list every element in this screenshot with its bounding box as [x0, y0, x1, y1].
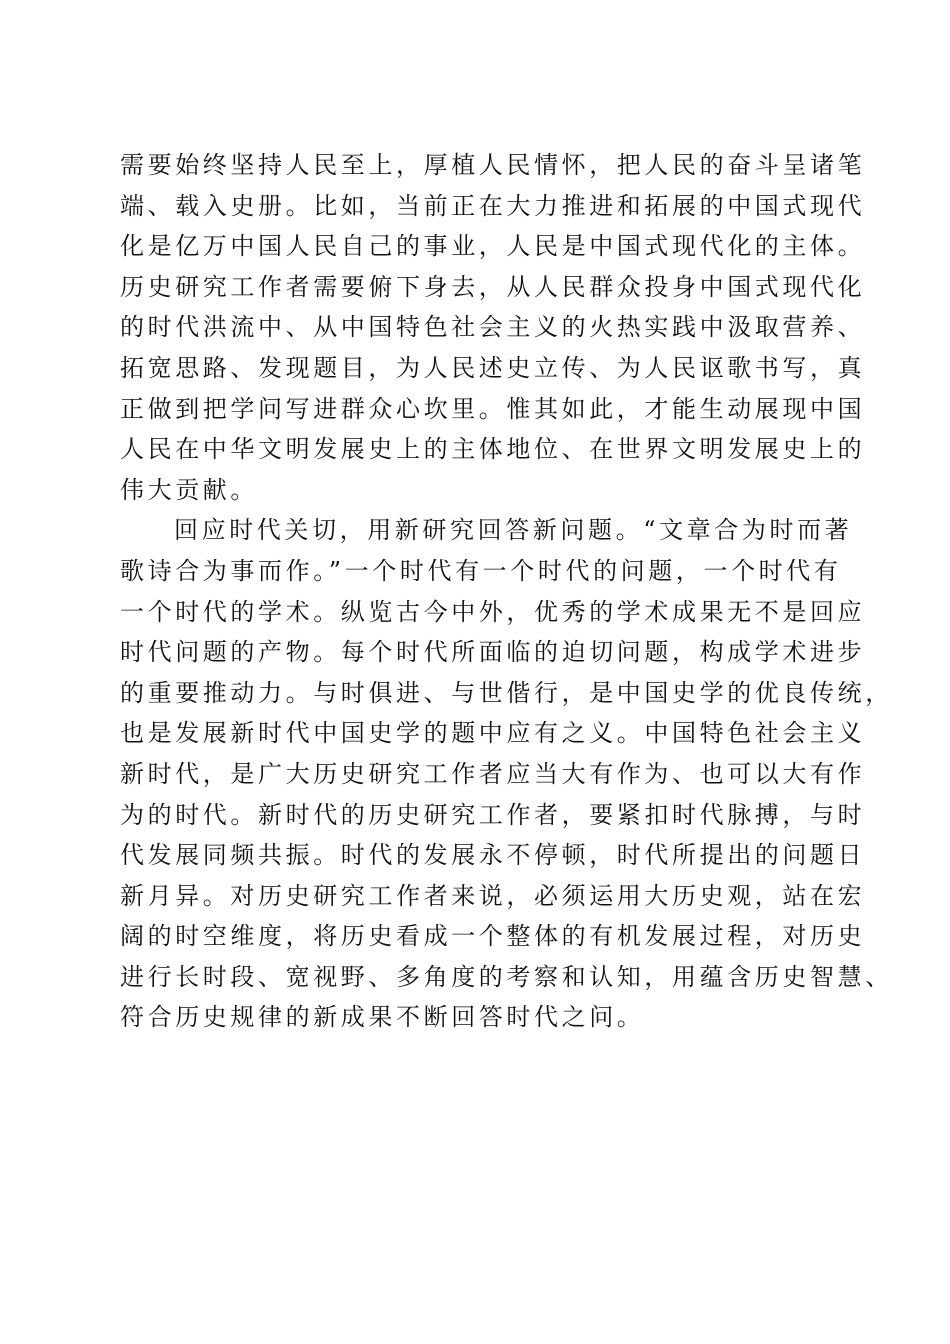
paragraph: [120, 510, 893, 1038]
text-line: 进行长时段、宽视野、多角度的考察和认知，用蕴含历史智慧、: [120, 962, 893, 991]
text-line: 的重要推动力。与时俱进、与世偕行，是中国史学的优良传统，: [120, 678, 893, 707]
text-line: 时代问题的产物。每个时代所面临的迫切问题，构成学术进步: [120, 638, 866, 667]
text-line: 拓宽思路、发现题目，为人民述史立传、为人民讴歌书写，真: [120, 353, 866, 382]
text-line: 阔的时空维度，将历史看成一个整体的有机发展过程，对历史: [120, 922, 866, 951]
text-line-indented: 回应时代关切，用新研究回答新问题。“文章合为时而著: [174, 516, 853, 545]
text-line: 化是亿万中国人民自己的事业，人民是中国式现代化的主体。: [120, 232, 866, 261]
body-text: [120, 145, 893, 1038]
text-line: 人民在中华文明发展史上的主体地位、在世界文明发展史上的: [120, 435, 866, 464]
text-line: 正做到把学问写进群众心坎里。惟其如此，才能生动展现中国: [120, 394, 866, 423]
text-line: 代发展同频共振。时代的发展永不停顿，时代所提出的问题日: [120, 841, 866, 870]
text-line: 伟大贡献。: [120, 475, 258, 504]
text-line: 历史研究工作者需要俯下身去，从人民群众投身中国式现代化: [120, 272, 866, 301]
text-line: 新时代，是广大历史研究工作者应当大有作为、也可以大有作: [120, 759, 866, 788]
text-line: 新月异。对历史研究工作者来说，必须运用大历史观，站在宏: [120, 881, 866, 910]
paragraph: [120, 145, 866, 510]
text-line: 需要始终坚持人民至上，厚植人民情怀，把人民的奋斗呈诸笔: [120, 151, 866, 179]
text-line: 端、载入史册。比如，当前正在大力推进和拓展的中国式现代: [120, 191, 866, 220]
text-line: 一个时代的学术。纵览古今中外，优秀的学术成果无不是回应: [120, 597, 866, 626]
text-line: 歌诗合为事而作。”一个时代有一个时代的问题，一个时代有: [120, 556, 842, 585]
text-line: 符合历史规律的新成果不断回答时代之问。: [120, 1003, 645, 1032]
text-line: 也是发展新时代中国史学的题中应有之义。中国特色社会主义: [120, 719, 866, 748]
text-line: 为的时代。新时代的历史研究工作者，要紧扣时代脉搏，与时: [120, 800, 866, 829]
text-line: 的时代洪流中、从中国特色社会主义的火热实践中汲取营养、: [120, 313, 866, 342]
